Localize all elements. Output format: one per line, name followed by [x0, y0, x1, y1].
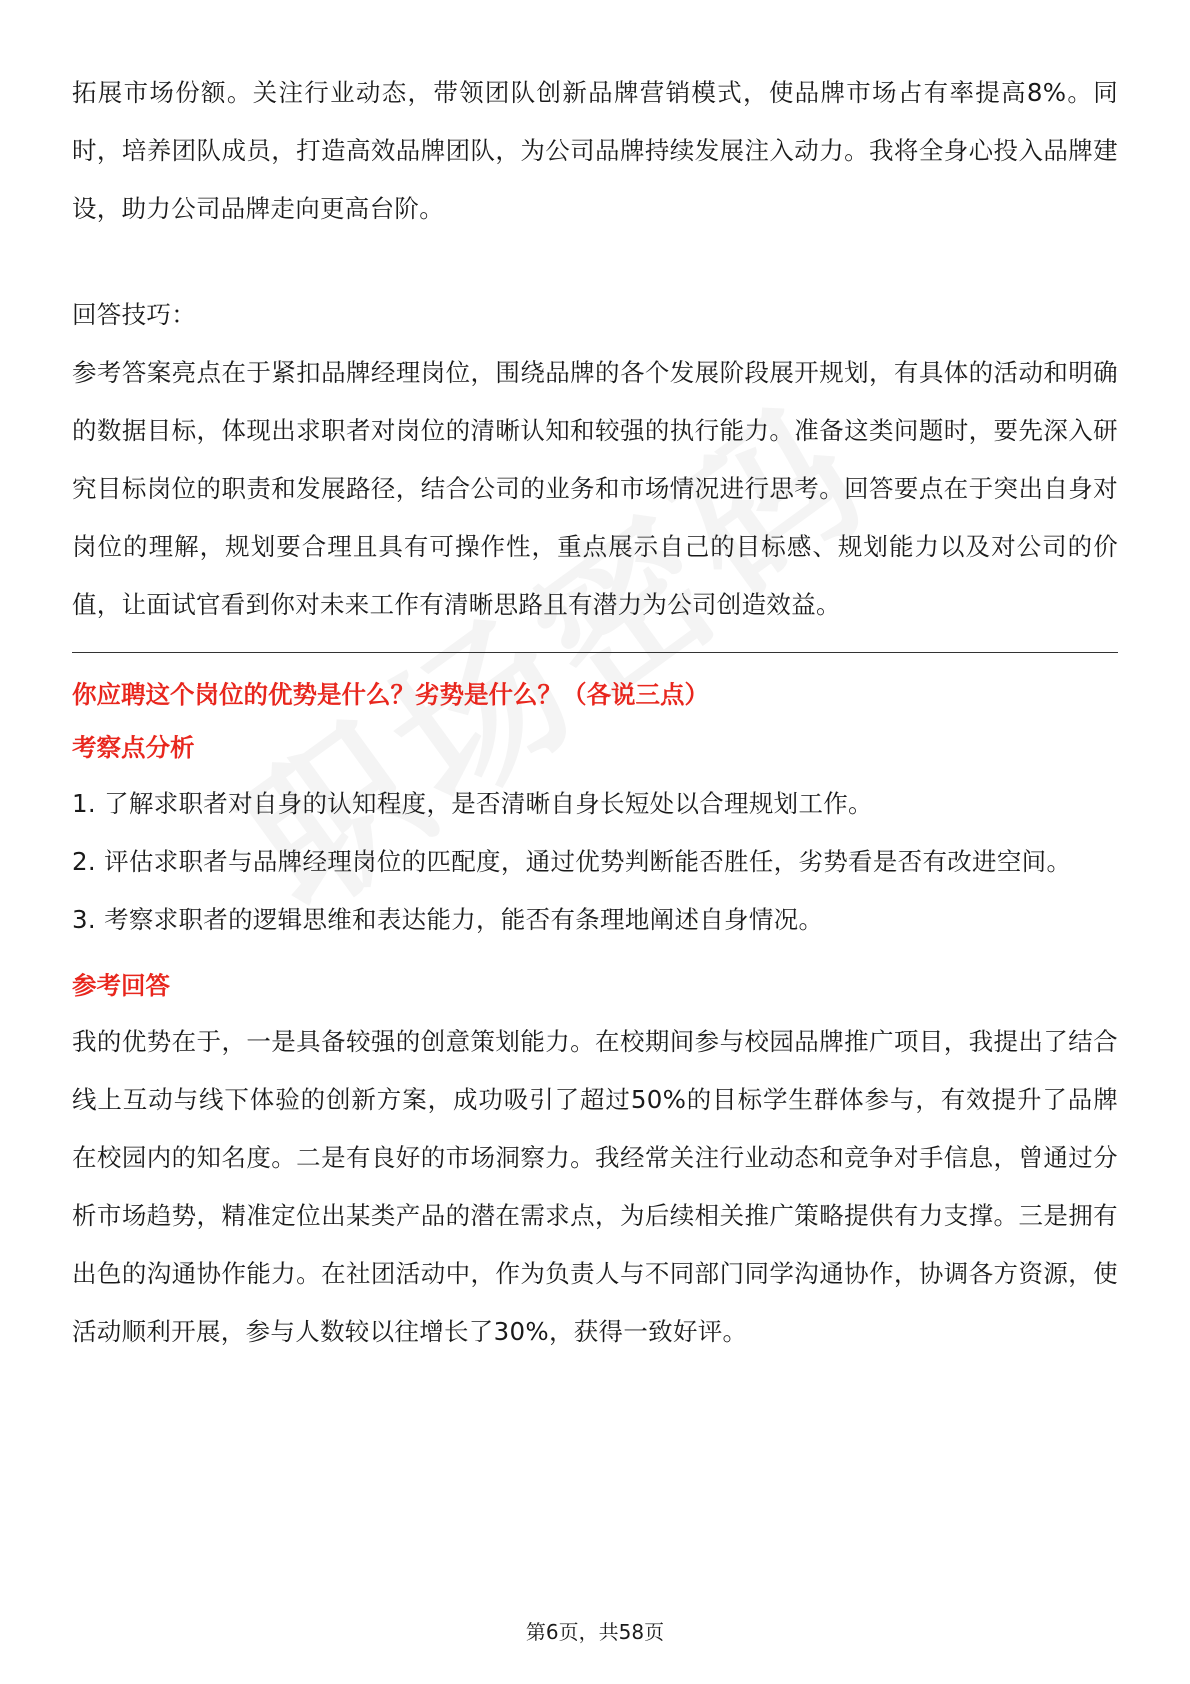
document-page	[72, 64, 1118, 1361]
spacer	[72, 949, 1118, 959]
intro-paragraph: 拓展市场份额。关注行业动态，带领团队创新品牌营销模式，使品牌市场占有率提高8%。同时，培养团队成员，打造高效品牌团队，为公司品牌持续发展注入动力。我将全身心投入品牌建设，助力公司品牌走向更高台阶。	[72, 78, 1118, 223]
section-divider	[72, 652, 1118, 653]
tips-text: 参考答案亮点在于紧扣品牌经理岗位，围绕品牌的各个发展阶段展开规划，有具体的活动和明确的数据目标，体现出求职者对岗位的清晰认知和较强的执行能力。准备这类问题时，要先深入研究目标岗位的职责和发展路径，结合公司的业务和市场情况进行思考。回答要点在于突出自身对岗位的理解，规划要合理且具有可操作性，重点展示自己的目标感、规划能力以及对公司的价值，让面试官看到你对未来工作有清晰思路且有潜力为公司创造效益。	[72, 358, 1118, 619]
analysis-item-1: 1. 了解求职者对自身的认知程度，是否清晰自身长短处以合理规划工作。	[72, 789, 873, 818]
page-number: 第6页，共58页	[525, 1620, 665, 1644]
tips-label: 回答技巧：	[72, 300, 196, 329]
question-title: 你应聘这个岗位的优势是什么？劣势是什么？（各说三点）	[72, 680, 709, 709]
answer-heading: 参考回答	[72, 971, 170, 1000]
analysis-item-2: 2. 评估求职者与品牌经理岗位的匹配度，通过优势判断能否胜任，劣势看是否有改进空间。	[72, 847, 1072, 876]
analysis-heading: 考察点分析	[72, 733, 195, 762]
answer-text: 我的优势在于，一是具备较强的创意策划能力。在校期间参与校园品牌推广项目，我提出了结合线上互动与线下体验的创新方案，成功吸引了超过50%的目标学生群体参与，有效提升了品牌在校园内的知名度。二是有良好的市场洞察力。我经常关注行业动态和竞争对手信息，曾通过分析市场趋势，精准定位出某类产品的潜在需求点，为后续相关推广策略提供有力支撑。三是拥有出色的沟通协作能力。在社团活动中，作为负责人与不同部门同学沟通协作，协调各方资源，使活动顺利开展，参与人数较以往增长了30%，获得一致好评。	[72, 1027, 1118, 1346]
analysis-item-3: 3. 考察求职者的逻辑思维和表达能力，能否有条理地阐述自身情况。	[72, 905, 824, 934]
